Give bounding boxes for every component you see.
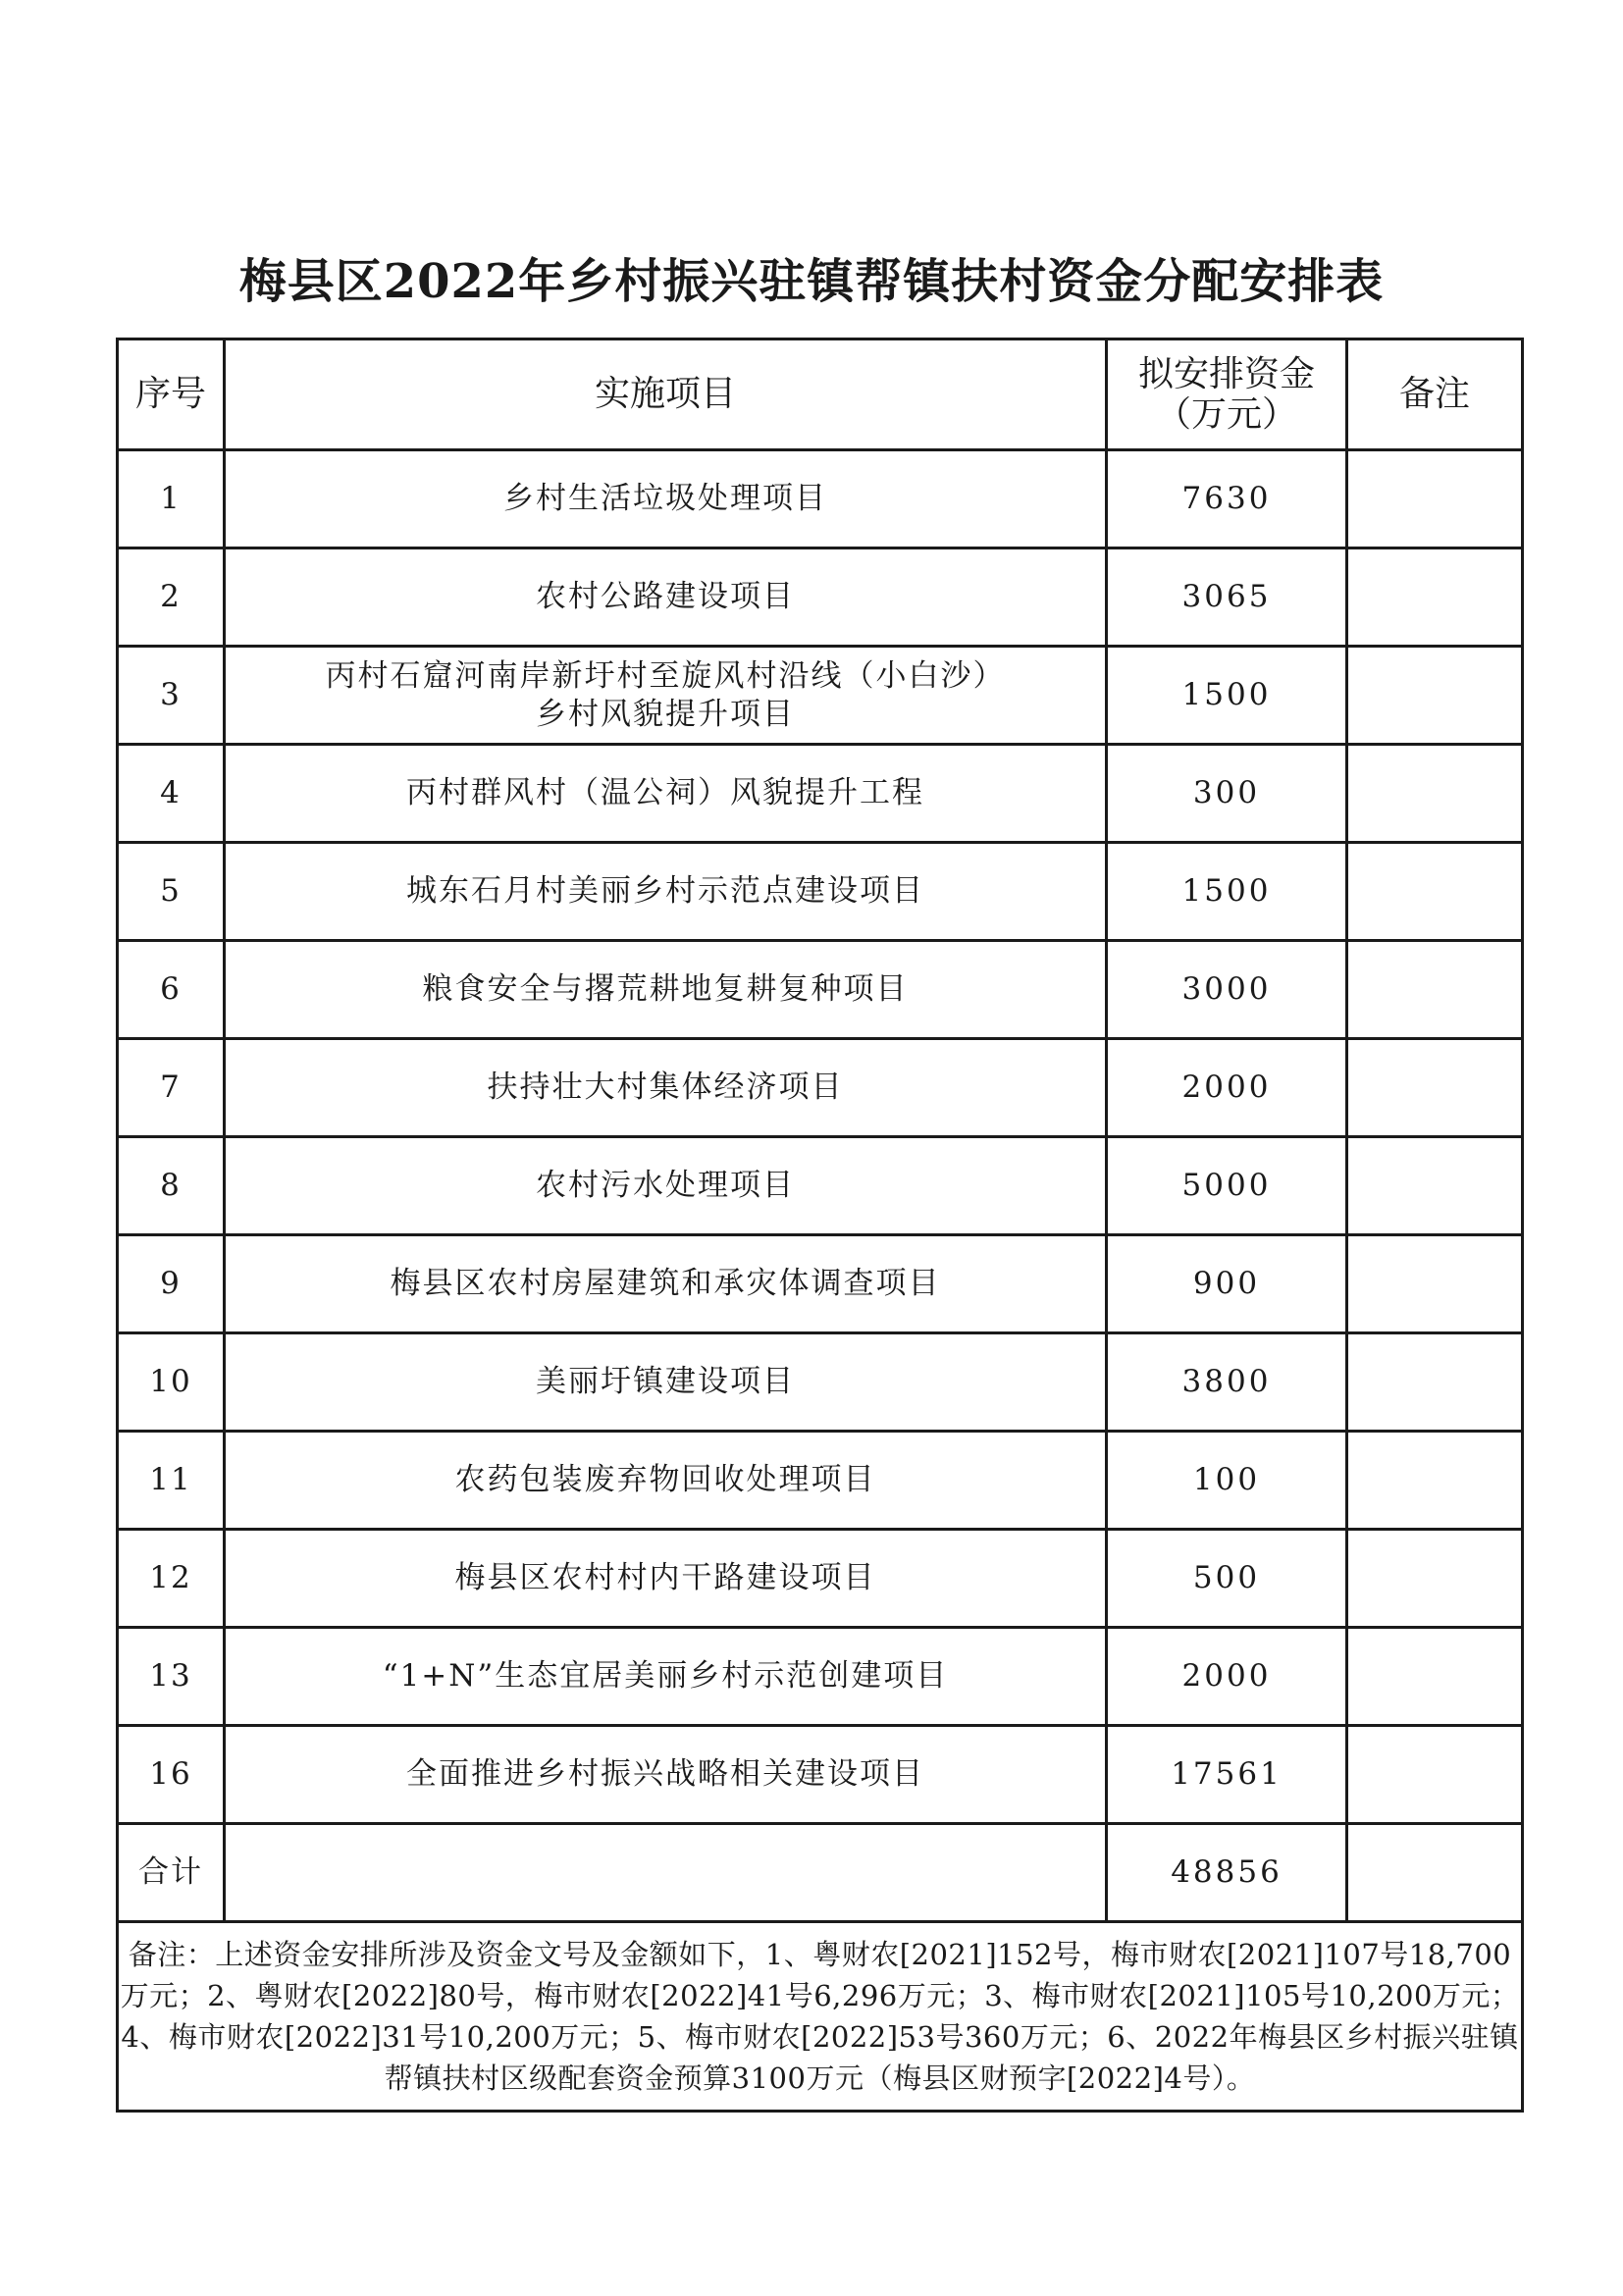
table-row: [118, 1530, 1523, 1628]
row-project: [225, 745, 1107, 843]
row-amount: 1500: [1107, 647, 1347, 745]
row-remark: [1347, 745, 1523, 843]
row-amount: 100: [1107, 1432, 1347, 1530]
row-project: [225, 941, 1107, 1039]
row-seq: 7: [118, 1039, 225, 1137]
table-row: [118, 1235, 1523, 1333]
table-row: [118, 1432, 1523, 1530]
row-project-line: 扶持壮大村集体经济项目: [487, 1070, 844, 1106]
row-seq: 3: [118, 647, 225, 745]
footnote: 备注：上述资金安排所涉及资金文号及金额如下，1、粤财农[2021]152号，梅市财农[2021]107号18,700万元；2、粤财农[2022]80号，梅市财农[2022]41号6,296万元；3、梅市财农[2021]105号10,200万元；4、梅市财农[2022]31号10,200万元；5、梅市财农[2022]53号360万元；6、2022年梅县区乡村振兴驻镇帮镇扶村区级配套资金预算3100万元（梅县区财预字[2022]4号）。: [118, 1922, 1523, 2112]
page-title: 梅县区2022年乡村振兴驻镇帮镇扶村资金分配安排表: [238, 254, 1385, 309]
header-amount: [1107, 339, 1347, 450]
row-project: [225, 1137, 1107, 1235]
row-project: [225, 1628, 1107, 1726]
total-project: [225, 1824, 1107, 1922]
table-body: [118, 450, 1523, 1824]
row-amount: 1500: [1107, 843, 1347, 941]
row-project: [225, 843, 1107, 941]
row-seq: 12: [118, 1530, 225, 1628]
row-project: [225, 450, 1107, 548]
row-project-line: 乡村生活垃圾处理项目: [503, 481, 827, 517]
row-remark: [1347, 450, 1523, 548]
row-remark: [1347, 1333, 1523, 1432]
row-remark: [1347, 941, 1523, 1039]
row-remark: [1347, 1432, 1523, 1530]
row-project: [225, 1039, 1107, 1137]
table-row: [118, 1137, 1523, 1235]
table-row: [118, 548, 1523, 647]
total-amount: 48856: [1107, 1824, 1347, 1922]
row-project: [225, 647, 1107, 745]
row-seq: 16: [118, 1726, 225, 1824]
header-row: [118, 339, 1523, 450]
header-project: 实施项目: [225, 339, 1107, 450]
table-row: [118, 1628, 1523, 1726]
note-row: [118, 1922, 1523, 2112]
row-remark: [1347, 1628, 1523, 1726]
row-seq: 9: [118, 1235, 225, 1333]
row-amount: 7630: [1107, 450, 1347, 548]
header-seq: 序号: [118, 339, 225, 450]
row-seq: 10: [118, 1333, 225, 1432]
row-remark: [1347, 1137, 1523, 1235]
row-remark: [1347, 1235, 1523, 1333]
allocation-table: [116, 338, 1524, 2113]
row-project: [225, 1235, 1107, 1333]
table-row: [118, 1333, 1523, 1432]
row-project-line: 农村公路建设项目: [536, 579, 795, 615]
row-amount: 500: [1107, 1530, 1347, 1628]
table-row: [118, 745, 1523, 843]
row-remark: [1347, 548, 1523, 647]
header-amount-line2: （万元）: [1155, 394, 1297, 435]
table-row: [118, 1039, 1523, 1137]
row-remark: [1347, 1726, 1523, 1824]
row-remark: [1347, 843, 1523, 941]
row-seq: 1: [118, 450, 225, 548]
row-amount: 900: [1107, 1235, 1347, 1333]
row-remark: [1347, 647, 1523, 745]
row-project-line: 农药包装废弃物回收处理项目: [454, 1462, 876, 1498]
row-project-line: 丙村群风村（温公祠）风貌提升工程: [406, 775, 924, 811]
row-seq: 11: [118, 1432, 225, 1530]
row-project-line: 城东石月村美丽乡村示范点建设项目: [406, 873, 924, 910]
table-row: [118, 647, 1523, 745]
header-remark: 备注: [1347, 339, 1523, 450]
table-row: [118, 941, 1523, 1039]
row-remark: [1347, 1530, 1523, 1628]
row-amount: 2000: [1107, 1628, 1347, 1726]
row-project-line: “1+N”生态宜居美丽乡村示范创建项目: [382, 1658, 949, 1695]
row-seq: 6: [118, 941, 225, 1039]
row-seq: 5: [118, 843, 225, 941]
row-amount: 3800: [1107, 1333, 1347, 1432]
row-project-line: 全面推进乡村振兴战略相关建设项目: [406, 1756, 924, 1793]
table-row: [118, 1726, 1523, 1824]
row-project-line: 美丽圩镇建设项目: [536, 1364, 795, 1400]
row-amount: 3065: [1107, 548, 1347, 647]
row-seq: 13: [118, 1628, 225, 1726]
table-row: [118, 450, 1523, 548]
row-project: [225, 1432, 1107, 1530]
total-label: 合计: [118, 1824, 225, 1922]
row-project-line: 梅县区农村村内干路建设项目: [454, 1560, 876, 1596]
row-project-line: 粮食安全与撂荒耕地复耕复种项目: [422, 971, 909, 1008]
row-remark: [1347, 1039, 1523, 1137]
row-project: [225, 548, 1107, 647]
row-project-line: 梅县区农村房屋建筑和承灾体调查项目: [390, 1266, 941, 1302]
total-remark: [1347, 1824, 1523, 1922]
row-project: [225, 1530, 1107, 1628]
row-seq: 4: [118, 745, 225, 843]
row-amount: 2000: [1107, 1039, 1347, 1137]
row-seq: 2: [118, 548, 225, 647]
row-project: [225, 1726, 1107, 1824]
row-amount: 300: [1107, 745, 1347, 843]
row-seq: 8: [118, 1137, 225, 1235]
row-project-line: 农村污水处理项目: [536, 1168, 795, 1204]
row-amount: 5000: [1107, 1137, 1347, 1235]
row-amount: 17561: [1107, 1726, 1347, 1824]
row-project-line: 丙村石窟河南岸新圩村至旋风村沿线（小白沙）: [325, 657, 1006, 694]
row-project-line: 乡村风貌提升项目: [536, 696, 795, 732]
table-row: [118, 843, 1523, 941]
row-project: [225, 1333, 1107, 1432]
total-row: [118, 1824, 1523, 1922]
row-amount: 3000: [1107, 941, 1347, 1039]
header-amount-line1: 拟安排资金: [1137, 353, 1315, 394]
